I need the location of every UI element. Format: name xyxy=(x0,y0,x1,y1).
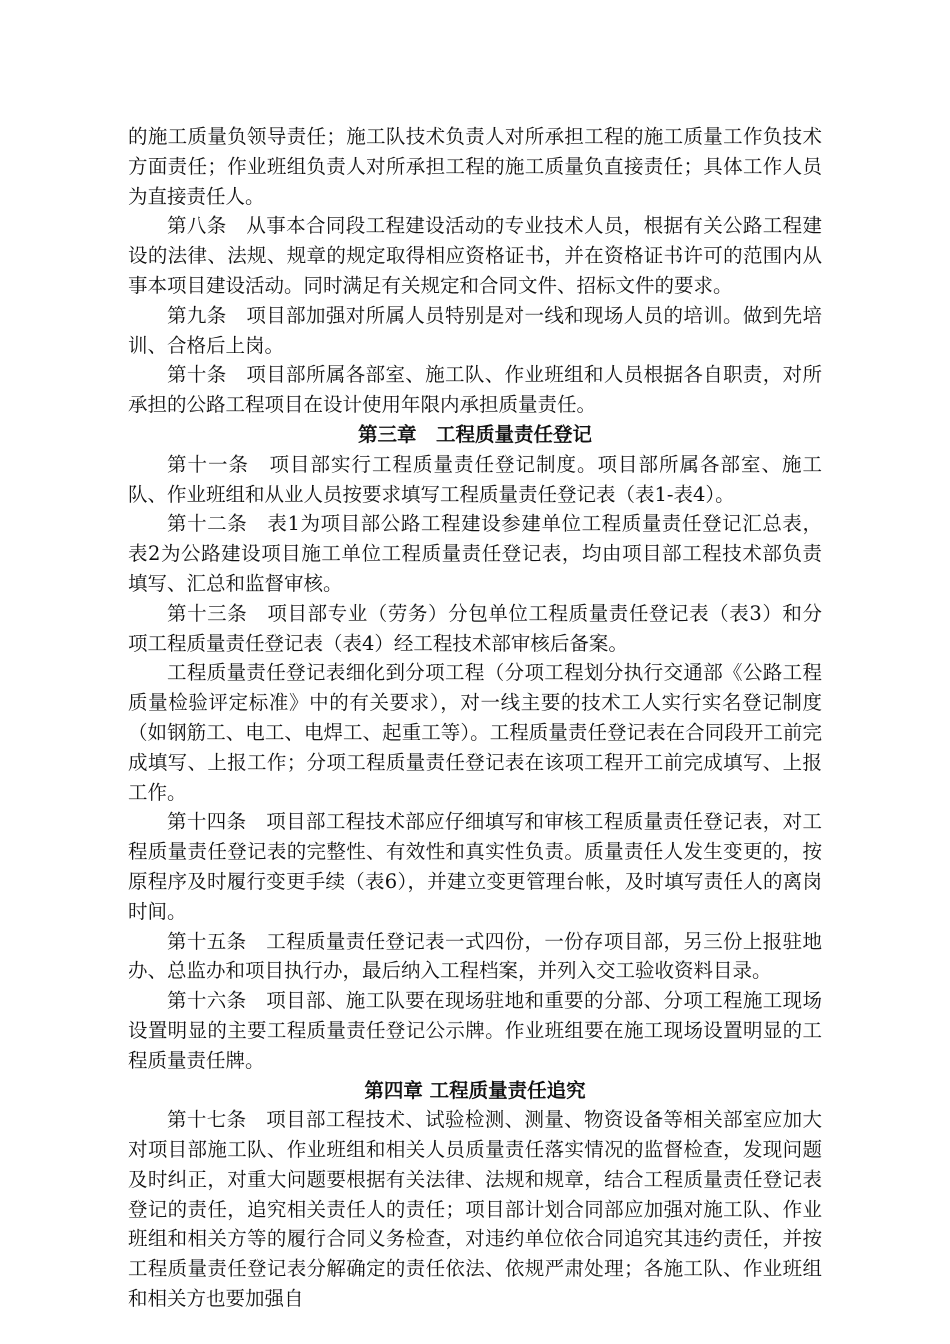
article-8: 第八条 从事本合同段工程建设活动的专业技术人员，根据有关公路工程建设的法律、法规、规章的规定取得相应资格证书，并在资格证书许可的范围内从事本项目建设活动。同时满足有关规定和合同文件、招标文件的要求。 xyxy=(128,214,822,297)
document-page xyxy=(128,122,822,1314)
article-12: 第十二条 表1为项目部公路工程建设参建单位工程质量责任登记汇总表，表2为公路建设项目施工单位工程质量责任登记表，均由项目部工程技术部负责填写、汇总和监督审核。 xyxy=(128,512,822,595)
paragraph-continuation: 的施工质量负领导责任；施工队技术负责人对所承担工程的施工质量工作负技术方面责任；作业班组负责人对所承担工程的施工质量负直接责任；具体工作人员为直接责任人。 xyxy=(128,125,822,208)
article-10: 第十条 项目部所属各部室、施工队、作业班组和人员根据各自职责，对所承担的公路工程项目在设计使用年限内承担质量责任。 xyxy=(128,363,822,417)
article-17: 第十七条 项目部工程技术、试验检测、测量、物资设备等相关部室应加大对项目部施工队、作业班组和相关人员质量责任落实情况的监督检查，发现问题及时纠正，对重大问题要根据有关法律、法规和规章，结合工程质量责任登记表登记的责任，追究相关责任人的责任；项目部计划合同部应加强对施工队、作业班组和相关方等的履行合同义务检查，对违约单位依合同追究其违约责任，并按工程质量责任登记表分解确定的责任依法、依规严肃处理；各施工队、作业班组和相关方也要加强自 xyxy=(128,1108,822,1311)
article-13: 第十三条 项目部专业（劳务）分包单位工程质量责任登记表（表3）和分项工程质量责任登记表（表4）经工程技术部审核后备案。 xyxy=(128,601,822,655)
article-14: 第十四条 项目部工程技术部应仔细填写和审核工程质量责任登记表，对工程质量责任登记表的完整性、有效性和真实性负责。质量责任人发生变更的，按原程序及时履行变更手续（表6），并建立变更管理台帐，及时填写责任人的离岗时间。 xyxy=(128,810,822,923)
article-15: 第十五条 工程质量责任登记表一式四份，一份存项目部，另三份上报驻地办、总监办和项目执行办，最后纳入工程档案，并列入交工验收资料目录。 xyxy=(128,929,822,983)
article-9: 第九条 项目部加强对所属人员特别是对一线和现场人员的培训。做到先培训、合格后上岗。 xyxy=(128,303,822,357)
article-16: 第十六条 项目部、施工队要在现场驻地和重要的分部、分项工程施工现场设置明显的主要工程质量责任登记公示牌。作业班组要在施工现场设置明显的工程质量责任牌。 xyxy=(128,989,822,1072)
article-13-detail: 工程质量责任登记表细化到分项工程（分项工程划分执行交通部《公路工程质量检验评定标准》中的有关要求），对一线主要的技术工人实行实名登记制度（如钢筋工、电工、电焊工、起重工等）。工程质量责任登记表在合同段开工前完成填写、上报工作；分项工程质量责任登记表在该项工程开工前完成填写、上报工作。 xyxy=(128,661,822,804)
article-11: 第十一条 项目部实行工程质量责任登记制度。项目部所属各部室、施工队、作业班组和从业人员按要求填写工程质量责任登记表（表1-表4）。 xyxy=(128,452,822,506)
chapter-3-heading: 第三章 工程质量责任登记 xyxy=(357,422,592,446)
chapter-4-heading: 第四章 工程质量责任追究 xyxy=(364,1078,586,1102)
